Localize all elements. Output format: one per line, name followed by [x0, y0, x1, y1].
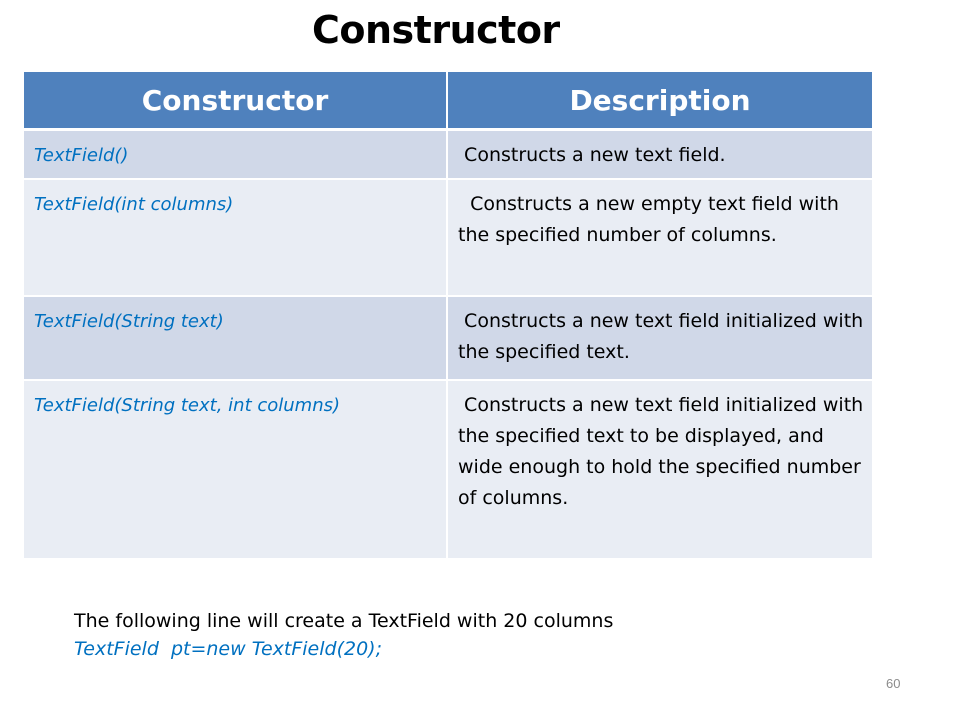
description-cell: Constructs a new empty text field with the specified number of columns. [447, 179, 872, 296]
constructor-cell: TextField(String text, int columns) [24, 380, 447, 558]
note-text: The following line will create a TextField with 20 columns [74, 610, 614, 632]
constructor-cell: TextField(int columns) [24, 179, 447, 296]
example-note [74, 607, 613, 663]
description-cell: Constructs a new text field initialized with the specified text. [447, 296, 872, 380]
description-cell: Constructs a new text field initialized with the specified text to be displayed, and wide enough to hold the specified number of columns. [447, 380, 872, 558]
table-row [24, 179, 872, 296]
column-header-description: Description [447, 72, 872, 130]
table-row [24, 296, 872, 380]
constructor-table [24, 72, 872, 558]
constructor-cell: TextField() [24, 130, 447, 180]
table-row [24, 130, 872, 180]
page-number: 60 [886, 676, 901, 691]
table-header-row [24, 72, 872, 130]
code-example: TextField pt=new TextField(20); [74, 638, 382, 660]
description-cell: Constructs a new text field. [447, 130, 872, 180]
column-header-constructor: Constructor [24, 72, 447, 130]
slide-title: Constructor [312, 8, 560, 52]
table-row [24, 380, 872, 558]
constructor-cell: TextField(String text) [24, 296, 447, 380]
